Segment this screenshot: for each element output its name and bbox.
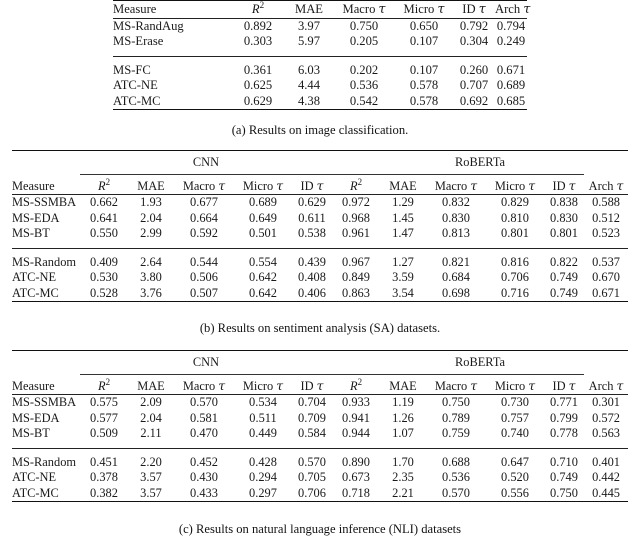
table-cell: 0.716 [501,285,529,300]
table-row [12,395,628,411]
table-cell: 0.705 [298,470,326,484]
table-cell: 0.799 [550,410,578,425]
group-header-cnn: CNN [192,355,220,369]
table-cell: 0.792 [459,18,489,33]
table-cell: 2.11 [140,426,162,440]
column-header: ID τ [300,377,324,393]
row-label: ATC-MC [12,285,59,300]
table-cell: 3.54 [392,285,414,300]
table-cell: 0.629 [298,195,326,209]
table-cell: 0.544 [190,254,218,269]
table-cell: 0.563 [592,426,620,440]
table-cell: 0.542 [349,93,379,108]
table-cell: 0.294 [249,470,277,484]
column-header: Macro τ [182,377,226,393]
table-cell: 0.829 [501,195,529,209]
column-header: Measure [113,2,157,16]
row-label: ATC-NE [113,78,158,92]
table-cell: 2.64 [140,254,162,269]
table-cell: 0.205 [349,34,379,48]
table-cell: 4.38 [297,93,321,108]
row-label: MS-BT [12,426,50,440]
table-cell: 0.810 [501,210,529,225]
table-cell: 0.577 [90,410,118,425]
column-header: $R^2$ [97,176,111,193]
table-cell: 0.550 [90,226,118,240]
row-label: MS-EDA [12,410,60,425]
table-cell: 0.433 [190,485,218,500]
table-row [12,211,628,227]
table-row [113,34,527,50]
table-cell: 0.378 [90,470,118,484]
table-cell: 1.45 [392,210,414,225]
column-header: MAE [137,378,165,393]
table-cell: 0.707 [459,78,489,92]
table-cell: 0.509 [90,426,118,440]
table-cell: 0.740 [501,426,529,440]
table-cell: 0.445 [592,485,620,500]
table-cell: 0.863 [342,285,370,300]
table-cell: 0.642 [249,285,277,300]
table-cell: 0.520 [501,470,529,484]
table-cell: 0.578 [409,78,439,92]
table-cell: 0.749 [550,470,578,484]
table-cell: 0.750 [442,395,470,409]
table-cell: 0.816 [501,254,529,269]
table-cell: 0.892 [243,18,273,33]
table-cell: 0.556 [501,485,529,500]
table-cell: 0.961 [342,226,370,240]
table-c [12,350,628,502]
table-cell: 0.202 [349,62,379,77]
column-header: MAE [295,2,323,16]
table-cell: 0.523 [592,226,620,240]
table-cell: 0.536 [349,78,379,92]
table-cell: 0.941 [342,410,370,425]
table-cell: 0.684 [442,270,470,284]
row-label: ATC-MC [12,485,59,500]
table-cell: 0.677 [190,195,218,209]
table-cell: 0.451 [90,454,118,469]
table-cell: 0.538 [298,226,326,240]
table-cell: 2.04 [140,210,162,225]
table-row [113,63,527,79]
table-cell: 3.97 [297,18,321,33]
table-cell: 0.759 [442,426,470,440]
table-cell: 0.650 [409,18,439,33]
column-header: Micro τ [403,1,445,16]
table-cell: 0.849 [342,270,370,284]
table-cell: 0.107 [409,62,439,77]
table-cell: 0.671 [496,62,526,77]
table-cell: 0.297 [249,485,277,500]
row-label: ATC-MC [113,93,161,108]
row-label: MS-BT [12,226,50,240]
table-b [12,150,628,302]
table-cell: 0.673 [342,470,370,484]
table-cell: 0.611 [298,210,326,225]
table-cell: 0.832 [442,195,470,209]
column-header: ID τ [552,177,576,193]
table-cell: 0.813 [442,226,470,240]
table-cell: 0.361 [243,62,273,77]
table-cell: 0.442 [592,470,620,484]
column-header: ID τ [552,377,576,393]
table-cell: 0.822 [550,254,578,269]
table-cell: 2.04 [140,410,162,425]
table-b-container [12,150,628,302]
table-cell: 0.107 [409,34,439,48]
table-cell: 0.706 [501,270,529,284]
table-cell: 0.629 [243,93,273,108]
table-cell: 0.649 [249,210,277,225]
table-cell: 0.511 [249,410,277,425]
group-header-roberta: RoBERTa [455,155,506,169]
table-cell: 0.528 [90,285,118,300]
table-row [12,426,628,442]
table-cell: 0.642 [249,270,277,284]
column-header: MAE [389,378,417,393]
table-cell: 0.801 [550,226,578,240]
table-cell: 1.27 [392,254,414,269]
table-cell: 0.581 [190,410,218,425]
column-header: MAE [389,178,417,193]
table-row [12,286,628,302]
table-row [113,78,527,94]
table-cell: 1.93 [140,195,162,209]
table-a-container [113,0,531,110]
column-header: Macro τ [434,177,478,193]
table-cell: 0.506 [190,270,218,284]
table-row [12,255,628,271]
caption-b-text: (b) Results on sentiment analysis (SA) datasets. [199,321,441,335]
table-cell: 0.449 [249,426,277,440]
table-cell: 1.29 [392,195,414,209]
table-cell: 0.570 [442,485,470,500]
table-row [12,226,628,242]
row-label: MS-Random [12,254,77,269]
measure-column-header: Measure [12,178,55,193]
group-header-cnn: CNN [192,155,220,169]
group-header-row [12,351,628,371]
table-row [12,486,628,502]
table-cell: 0.890 [342,454,370,469]
table-cell: 0.801 [501,226,529,240]
table-cell: 0.830 [442,210,470,225]
table-cell: 0.794 [496,18,526,33]
table-cell: 2.21 [392,485,414,500]
column-header: Arch τ [495,1,531,16]
column-header: ID τ [300,177,324,193]
table-cell: 0.750 [349,18,379,33]
table-cell: 0.718 [342,485,370,500]
table-cell: 0.301 [592,395,620,409]
table-cell: 0.536 [442,470,470,484]
table-cell: 0.685 [496,93,526,108]
table-cell: 3.57 [140,470,162,484]
table-cell: 3.76 [140,285,162,300]
table-row [113,94,527,110]
table-cell: 0.689 [249,195,277,209]
table-cell: 0.249 [496,34,526,48]
row-label: MS-RandAug [113,18,184,33]
table-cell: 0.671 [592,285,620,300]
column-header: Micro τ [242,177,284,193]
table-cell: 2.20 [140,454,162,469]
table-cell: 0.730 [501,395,529,409]
table-cell: 0.572 [592,410,620,425]
table-cell: 0.771 [550,395,578,409]
table-cell: 0.838 [550,195,578,209]
table-cell: 1.19 [392,395,414,409]
row-label: MS-SSMBA [12,195,77,209]
table-cell: 0.647 [501,454,529,469]
table-cell: 2.35 [392,470,414,484]
caption-b [0,320,640,336]
table-cell: 0.401 [592,454,620,469]
table-cell: 0.428 [249,454,277,469]
table-row [113,18,527,34]
column-header-row [12,174,628,195]
table-cell: 6.03 [297,62,321,77]
caption-c [0,521,640,537]
column-header: $R^2$ [97,376,111,393]
table-cell: 0.452 [190,454,218,469]
row-label: ATC-NE [12,470,57,484]
table-cell: 0.709 [298,410,326,425]
table-cell: 0.749 [550,285,578,300]
table-cell: 0.512 [592,210,620,225]
table-cell: 0.710 [550,454,578,469]
table-cell: 0.750 [550,485,578,500]
caption-c-text: (c) Results on natural language inference (NLI) datasets [178,522,462,536]
table-cell: 0.409 [90,254,118,269]
row-label: MS-FC [113,62,151,77]
table-cell: 0.260 [459,62,489,77]
table-cell: 0.641 [90,210,118,225]
row-label: MS-EDA [12,210,60,225]
column-header: Macro τ [182,177,226,193]
table-cell: 0.972 [342,195,370,209]
table-cell: 0.439 [298,254,326,269]
table-cell: 0.592 [190,226,218,240]
column-header: Arch τ [588,377,624,393]
table-cell: 0.530 [90,270,118,284]
group-header-row [12,151,628,171]
table-row [12,195,628,211]
table-cell: 2.09 [140,395,162,409]
table-cell: 0.584 [298,426,326,440]
table-cell: 0.578 [409,93,439,108]
table-cell: 0.507 [190,285,218,300]
group-header-roberta: RoBERTa [455,355,506,369]
column-header: Micro τ [242,377,284,393]
column-header: Arch τ [588,177,624,193]
table-cell: 1.07 [392,426,414,440]
column-header: $R^2$ [251,0,265,16]
table-cell: 0.692 [459,93,489,108]
column-header: Micro τ [494,177,536,193]
table-cell: 0.688 [442,454,470,469]
table-a [113,0,531,110]
measure-column-header: Measure [12,378,55,393]
table-cell: 0.430 [190,470,218,484]
table-row [12,270,628,286]
table-cell: 5.97 [297,34,321,48]
column-header: Micro τ [494,377,536,393]
table-cell: 0.304 [459,34,489,48]
column-header: MAE [137,178,165,193]
table-cell: 0.625 [243,78,273,92]
table-a-header-row [113,1,527,19]
table-cell: 0.968 [342,210,370,225]
table-cell: 0.704 [298,395,326,409]
table-cell: 0.698 [442,285,470,300]
table-row [12,455,628,471]
table-cell: 3.80 [140,270,162,284]
table-cell: 1.47 [392,226,414,240]
table-cell: 0.662 [90,195,118,209]
table-row [12,411,628,427]
table-cell: 3.57 [140,485,162,500]
table-cell: 0.967 [342,254,370,269]
table-cell: 0.501 [249,226,277,240]
table-cell: 0.706 [298,485,326,500]
table-cell: 0.944 [342,426,370,440]
table-cell: 1.70 [392,454,414,469]
table-cell: 0.554 [249,254,277,269]
row-label: MS-Erase [113,34,164,48]
table-cell: 0.537 [592,254,620,269]
table-cell: 0.588 [592,195,620,209]
table-cell: 0.778 [550,426,578,440]
table-cell: 0.406 [298,285,326,300]
table-cell: 0.570 [298,454,326,469]
caption-a-text: (a) Results on image classification. [231,123,409,137]
table-cell: 0.470 [190,426,218,440]
table-cell: 0.408 [298,270,326,284]
table-c-container [12,350,628,502]
column-header-row [12,374,628,395]
column-header: $R^2$ [349,376,363,393]
table-cell: 0.789 [442,410,470,425]
table-cell: 0.689 [496,78,526,92]
caption-a [0,122,640,138]
table-cell: 0.749 [550,270,578,284]
table-cell: 0.664 [190,210,218,225]
table-cell: 0.303 [243,34,273,48]
table-row [12,470,628,486]
table-cell: 2.99 [140,226,162,240]
table-cell: 0.670 [592,270,620,284]
table-cell: 0.534 [249,395,277,409]
row-label: MS-SSMBA [12,395,77,409]
clipped-body-text [0,543,640,556]
column-header: $R^2$ [349,176,363,193]
table-cell: 3.59 [392,270,414,284]
table-cell: 0.821 [442,254,470,269]
table-cell: 0.933 [342,395,370,409]
table-cell: 0.575 [90,395,118,409]
column-header: Macro τ [434,377,478,393]
column-header: ID τ [462,1,486,16]
row-label: ATC-NE [12,270,57,284]
table-cell: 0.382 [90,485,118,500]
row-label: MS-Random [12,454,77,469]
table-cell: 4.44 [297,78,321,92]
table-cell: 1.26 [392,410,414,425]
table-cell: 0.757 [501,410,529,425]
table-cell: 0.830 [550,210,578,225]
column-header: Macro τ [342,1,386,16]
table-cell: 0.570 [190,395,218,409]
